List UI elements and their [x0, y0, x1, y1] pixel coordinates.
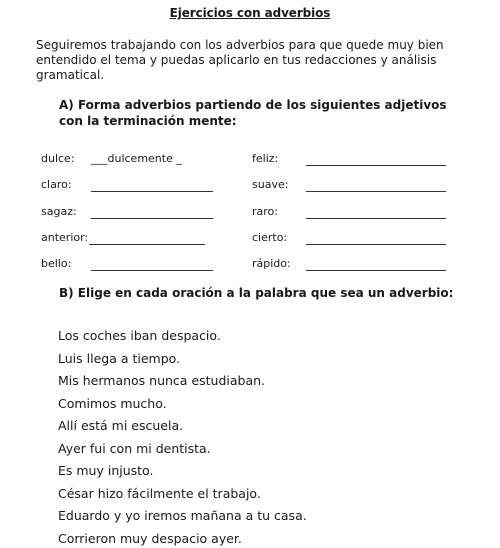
section-a-heading: A) Forma adverbios partiendo de los siguientes adjetivos con la terminación mente:	[59, 98, 447, 128]
adjective-label: rápido:	[252, 257, 291, 270]
sentence-item: Allí está mi escuela.	[58, 418, 184, 433]
answer-blank[interactable]	[306, 191, 446, 192]
sentence-item: Mis hermanos nunca estudiaban.	[58, 373, 266, 388]
sentence-item: Ayer fui con mi dentista.	[58, 440, 211, 456]
adjective-label: dulce:	[41, 152, 75, 165]
answer-blank[interactable]	[91, 218, 213, 219]
answer-blank[interactable]	[89, 244, 205, 245]
sentence-item: Eduardo y yo iremos mañana a tu casa.	[58, 508, 307, 523]
adjective-label: suave:	[252, 178, 289, 191]
sentence-list	[58, 327, 307, 548]
answer-blank[interactable]	[91, 191, 213, 192]
adjective-label: claro:	[41, 178, 72, 191]
section-b-heading: B) Elige en cada oración a la palabra que sea un adverbio:	[59, 286, 454, 300]
answer-blank[interactable]	[306, 165, 446, 166]
sentence-item: Luis llega a tiempo.	[58, 350, 181, 366]
answer-blank[interactable]	[306, 270, 446, 271]
adjective-label: anterior:	[41, 231, 89, 244]
answer-blank[interactable]	[91, 270, 213, 271]
page-title: Ejercicios con adverbios	[169, 6, 331, 20]
adjective-label: raro:	[252, 205, 278, 218]
adjective-label: cierto:	[252, 231, 288, 244]
intro-paragraph: Seguiremos trabajando con los adverbios para que quede muy bien entendido el tema y puedas aplicarlo en tus redacciones y análisis gramatical.	[36, 38, 444, 82]
exercise-row	[0, 178, 500, 192]
sentence-item: Corrieron muy despacio ayer.	[58, 530, 242, 546]
sentence-item: Los coches iban despacio.	[58, 328, 221, 343]
sentence-item: Es muy injusto.	[58, 463, 154, 478]
adjective-label: bello:	[41, 257, 72, 270]
exercise-row	[0, 231, 500, 245]
adjective-label: sagaz:	[41, 205, 77, 218]
sentence-item: César hizo fácilmente el trabajo.	[58, 485, 261, 501]
adverb-answer: ___dulcemente _	[91, 152, 182, 165]
adjective-label: feliz:	[252, 152, 279, 165]
answer-blank[interactable]	[306, 244, 446, 245]
exercise-row	[0, 257, 500, 271]
answer-blank[interactable]	[306, 218, 446, 219]
exercise-row	[0, 152, 500, 166]
sentence-item: Comimos mucho.	[58, 395, 167, 411]
exercise-row	[0, 205, 500, 219]
